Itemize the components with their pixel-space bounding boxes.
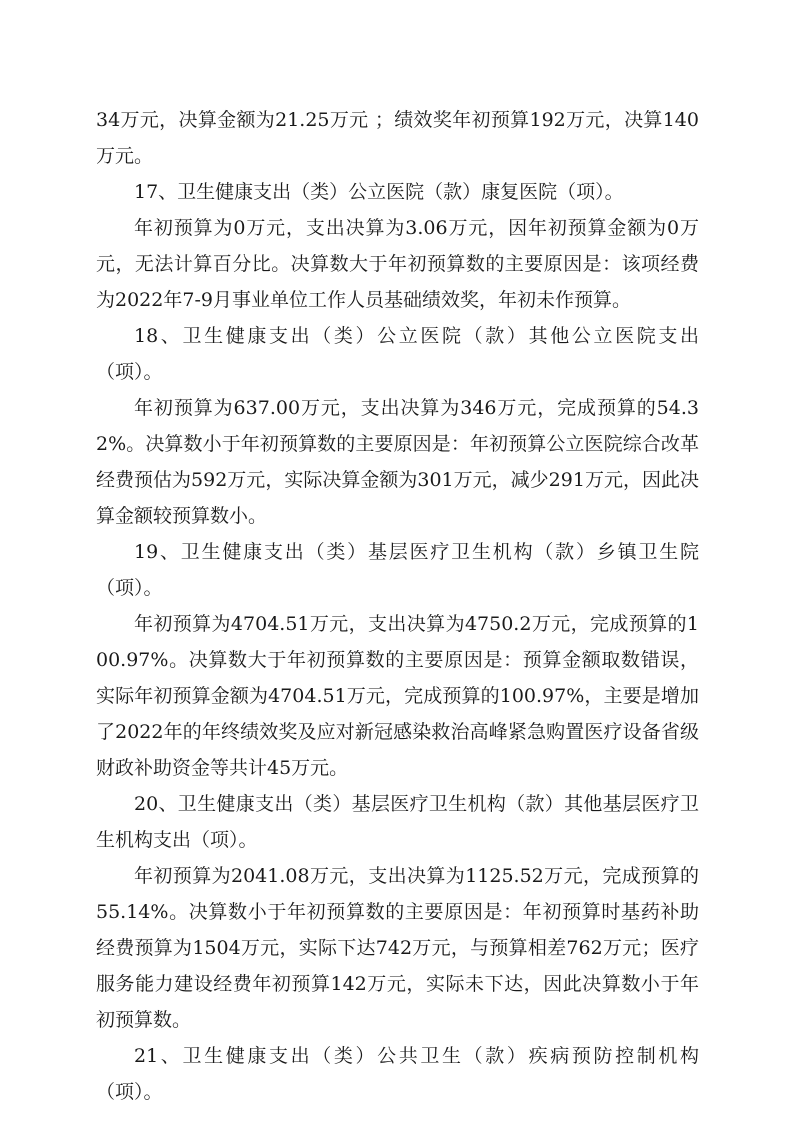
paragraph-item-17: 年初预算为0万元，支出决算为3.06万元，因年初预算金额为0万元，无法计算百分比。决算数大于年初预算数的主要原因是：该项经费为2022年7-9月事业单位工作人员基础绩效奖，年初未作预算。 <box>96 217 699 311</box>
document-body <box>96 102 699 1110</box>
paragraph-item-19: 年初预算为4704.51万元，支出决算为4750.2万元，完成预算的100.97%。决算数大于年初预算数的主要原因是：预算金额取数错误，实际年初预算金额为4704.51万元，完成预算的100.97%，主要是增加了2022年的年终绩效奖及应对新冠感染救治高峰紧急购置医疗设备省级财政补助资金等共计45万元。 <box>96 613 699 779</box>
heading-item-17: 17、卫生健康支出（类）公立医院（款）康复医院（项）。 <box>134 181 624 203</box>
paragraph-item-20: 年初预算为2041.08万元，支出决算为1125.52万元，完成预算的55.14%。决算数小于年初预算数的主要原因是：年初预算时基药补助经费预算为1504万元，实际下达742万元，与预算相差762万元；医疗服务能力建设经费年初预算142万元，实际未下达，因此决算数小于年初预算数。 <box>96 865 699 1031</box>
paragraph-continuation: 34万元，决算金额为21.25万元 ；绩效奖年初预算192万元，决算140万元。 <box>96 109 699 167</box>
paragraph-item-18: 年初预算为637.00万元，支出决算为346万元，完成预算的54.32%。决算数小于年初预算数的主要原因是：年初预算公立医院综合改革经费预估为592万元，实际决算金额为301万元，减少291万元，因此决算金额较预算数小。 <box>96 397 699 527</box>
heading-item-18: 18、卫生健康支出（类）公立医院（款）其他公立医院支出（项）。 <box>96 325 699 383</box>
heading-item-21: 21、卫生健康支出（类）公共卫生（款）疾病预防控制机构（项）。 <box>96 1045 699 1103</box>
heading-item-20: 20、卫生健康支出（类）基层医疗卫生机构（款）其他基层医疗卫生机构支出（项）。 <box>96 793 699 851</box>
heading-item-19: 19、卫生健康支出（类）基层医疗卫生机构（款）乡镇卫生院（项）。 <box>96 541 699 599</box>
